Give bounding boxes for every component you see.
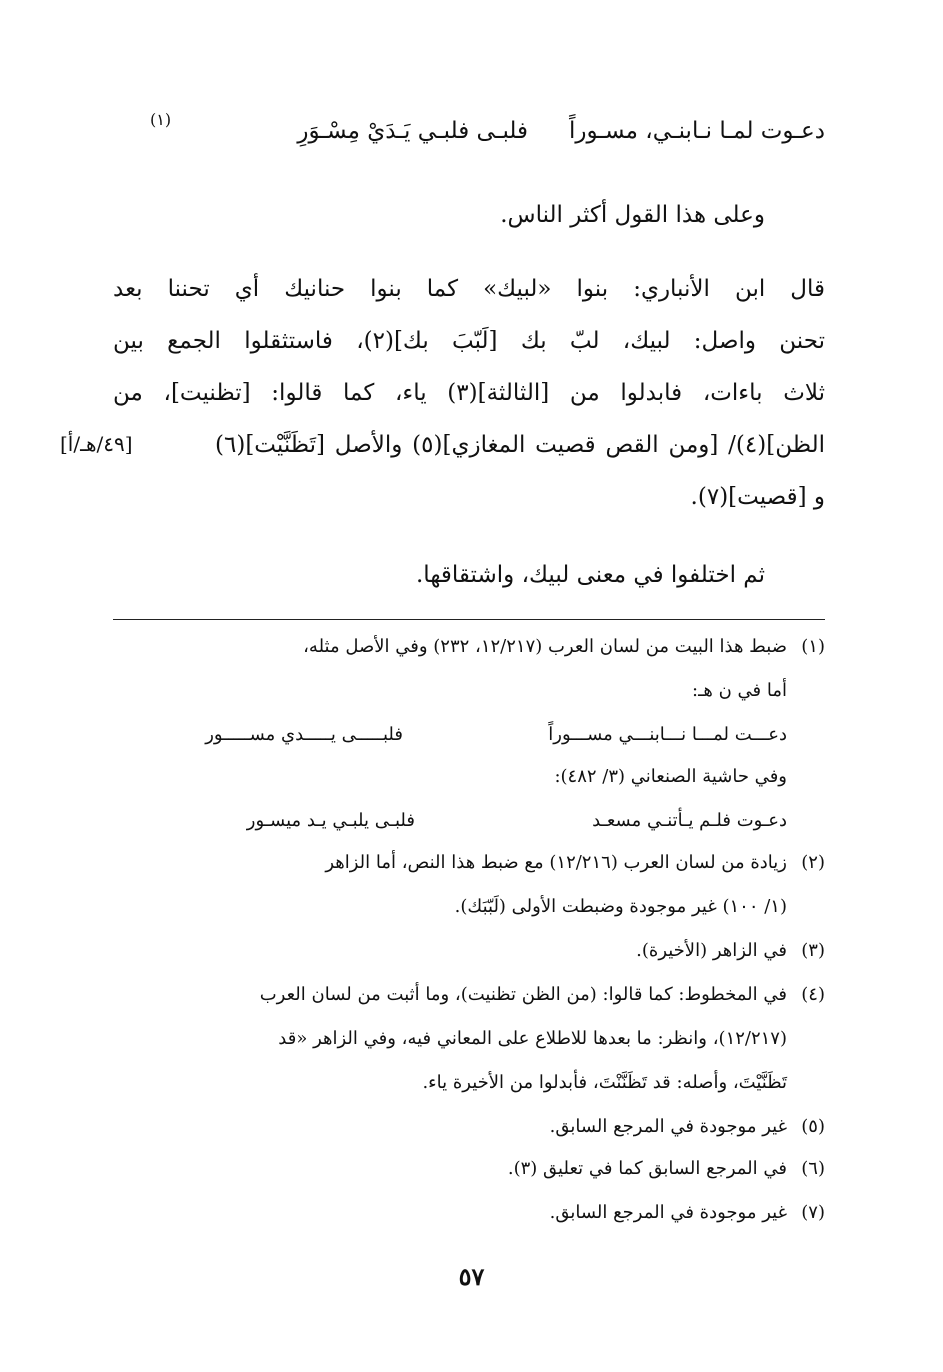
footnote-4-line-1: في المخطوط: كما قالوا: (من الظن تظنيت)، وما أثبت من لسان العرب	[259, 984, 787, 1005]
footnote-2-line-1: زيادة من لسان العرب (١٢/٢١٦) مع ضبط هذا النص، أما الزاهر	[325, 852, 787, 873]
footnote-4-line-2: (١٢/٢١٧)، وانظر: ما بعدها للاطلاع على المعاني فيه، وفي الزاهر «قد	[278, 1028, 787, 1049]
footnote-1-line-1: ضبط هذا البيت من لسان العرب (١٢/٢١٧، ٢٣٢) وفي الأصل مثله،	[303, 636, 787, 657]
paragraph-1: وعلى هذا القول أكثر الناس.	[500, 202, 765, 228]
footnote-1-line-2: أما في ن هـ:	[692, 680, 787, 701]
footnote-3-line-1: في الزاهر (الأخيرة).	[636, 940, 787, 961]
footnote-1-verse-2-left: فلبـى يلبـي يـد ميسـور	[246, 810, 415, 831]
paragraph-2-line-2: تحنن واصل: لبيك، لبّ بك [لَبّبَ بك](٢)، فاستثقلوا الجمع بين	[113, 328, 826, 354]
footnote-1-verse-1-left: فلبـــــى يـــــدي مســـــور	[205, 724, 403, 745]
footnote-5-number: (٥)	[801, 1116, 825, 1137]
footnote-6-line-1: في المرجع السابق كما في تعليق (٣).	[507, 1158, 787, 1179]
footnote-1-number: (١)	[801, 636, 825, 657]
footnote-5-line-1: غير موجودة في المرجع السابق.	[549, 1116, 787, 1137]
footnote-1-mid-line: وفي حاشية الصنعاني (٣/ ٤٨٢):	[554, 766, 787, 787]
footnote-2-line-2: (١/ ١٠٠) غير موجودة وضبطت الأولى (لَبّبَك).	[454, 896, 787, 917]
paragraph-2-line-1: قال ابن الأنباري: بنوا «لبيك» كما بنوا حنانيك أي تحننا بعد	[113, 276, 825, 302]
footnote-1-verse-1-right: دعـــت لمـــا نـــابنـــي مســـوراً	[548, 724, 787, 745]
footnote-1-verse-2-right: دعـوت فلـم يـأتنـي مسعـد	[592, 810, 787, 831]
footnote-7-line-1: غير موجودة في المرجع السابق.	[549, 1202, 787, 1223]
paragraph-2-line-5: و [قصيت](٧).	[690, 484, 825, 510]
margin-folio-mark: [٤٩/هـ/أ]	[60, 432, 133, 456]
footnote-3-number: (٣)	[801, 940, 825, 961]
footnote-separator	[113, 619, 825, 620]
footnote-4-line-3: تَظَنَّيْتَ، وأصله: قد تَظَنَّنْتَ، فأبدلوا من الأخيرة ياء.	[422, 1072, 787, 1093]
verse-right-hemistich: دعـوت لمـا نـابنـي، مسـوراً	[569, 118, 825, 144]
footnote-6-number: (٦)	[801, 1158, 825, 1179]
paragraph-2-line-4: الظن](٤)/ [ومن القص قصيت المغازي](٥) والأصل [تَظَنَّيْت](٦)	[215, 432, 826, 458]
verse-left-hemistich: فلبـى فلبـي يَـدَيْ مِسْـوَرِ	[297, 118, 528, 144]
paragraph-3: ثم اختلفوا في معنى لبيك، واشتقاقها.	[416, 562, 765, 588]
footnote-2-number: (٢)	[801, 852, 825, 873]
page-number: ٥٧	[458, 1262, 485, 1291]
verse-footnote-ref: (١)	[150, 110, 172, 129]
footnote-4-number: (٤)	[801, 984, 825, 1005]
paragraph-2-line-3: ثلاث باءات، فابدلوا من [الثالثة](٣) ياء، كما قالوا: [تظنيت]، من	[113, 380, 825, 406]
footnote-7-number: (٧)	[801, 1202, 825, 1223]
